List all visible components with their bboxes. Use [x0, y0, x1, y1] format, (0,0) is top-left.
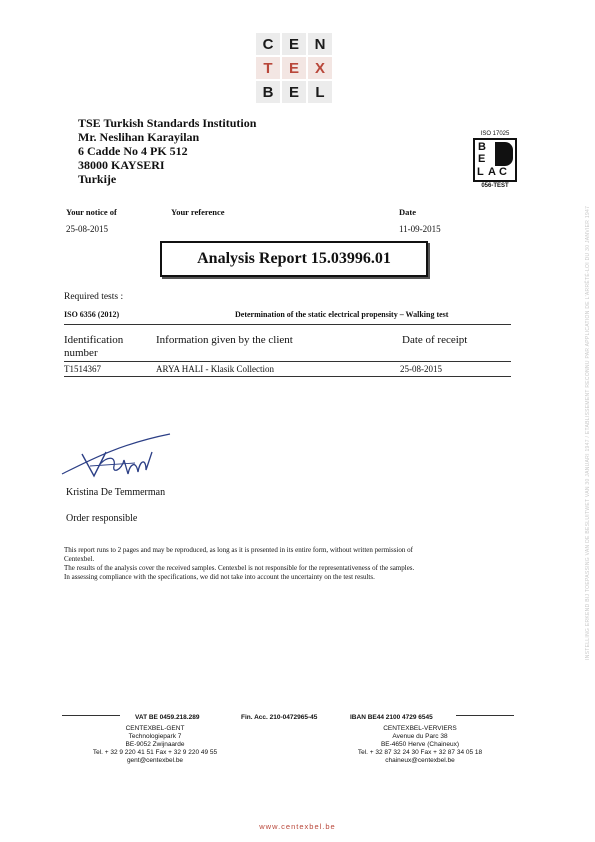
- vat-number: VAT BE 0459.218.289: [135, 714, 200, 721]
- office-street: Avenue du Parc 38: [392, 733, 448, 740]
- disclaimer-line: Centexbel.: [64, 555, 95, 563]
- office-city: BE-4650 Herve (Chaineux): [380, 741, 460, 748]
- office-name: CENTEXBEL-VERVIERS: [383, 725, 457, 732]
- disclaimer: [64, 546, 488, 582]
- belac-letter: A: [488, 166, 496, 178]
- table-header-identification: Identification number: [64, 334, 124, 359]
- address-line: Mr. Neslihan Karayilan: [78, 130, 200, 144]
- office-phone: Tel. + 32 9 220 41 51 Fax + 32 9 220 49 55: [92, 749, 218, 756]
- signatory-role: Order responsible: [66, 513, 138, 524]
- table-cell-client-info: ARYA HALI - Klasik Collection: [156, 364, 274, 374]
- table-cell-id: T1514367: [64, 364, 101, 374]
- belac-mark: [473, 138, 517, 182]
- signatory-name: Kristina De Temmerman: [66, 487, 166, 498]
- handwritten-signature: [60, 430, 180, 485]
- logo-letter: E: [282, 81, 306, 103]
- belac-letter: L: [477, 166, 484, 178]
- divider: [64, 324, 511, 325]
- legal-stamp-text: INSTELLING ERKEND BIJ TOEPASSING VAN DE BESLUITWET VAN 30 JANUARI 1947 / ETABLISSEMENT RECONNU PAR APPLICATION DE L'ARRÊTÉ-LOI DU 30 JANVIER 1947: [585, 205, 591, 660]
- belac-letter: B: [478, 141, 486, 153]
- notice-value: 25-08-2015: [66, 224, 108, 234]
- date-label: Date: [399, 207, 416, 217]
- divider: [64, 376, 511, 377]
- footer-divider: [456, 715, 514, 716]
- table-header-client-info: Information given by the client: [156, 334, 293, 346]
- table-cell-receipt-date: 25-08-2015: [400, 364, 442, 374]
- logo-letter: C: [256, 33, 280, 55]
- office-city: BE-9052 Zwijnaarde: [125, 741, 185, 748]
- verviers-office: [334, 725, 506, 765]
- office-email[interactable]: chaineux@centexbel.be: [385, 757, 455, 764]
- tests-heading: Required tests :: [64, 292, 124, 302]
- logo-letter: B: [256, 81, 280, 103]
- logo-letter: E: [282, 57, 306, 79]
- logo-letter: X: [308, 57, 332, 79]
- financial-account: Fin. Acc. 210-0472965-45: [241, 714, 318, 721]
- belac-accreditation-logo: [473, 131, 517, 189]
- disclaimer-line: The results of the analysis cover the received samples. Centexbel is not responsible for the representativeness of the samples.: [64, 564, 415, 572]
- address-line: 6 Cadde No 4 PK 512: [78, 144, 188, 158]
- date-value: 11-09-2015: [399, 224, 441, 234]
- test-description: Determination of the static electrical propensity – Walking test: [235, 310, 449, 319]
- logo-letter: E: [282, 33, 306, 55]
- notice-label: Your notice of: [66, 207, 117, 217]
- reference-label: Your reference: [171, 207, 225, 217]
- website-link[interactable]: www.centexbel.be: [259, 822, 336, 831]
- belac-letter: E: [478, 153, 486, 165]
- logo-letter: L: [308, 81, 332, 103]
- test-standard: ISO 6356 (2012): [64, 310, 120, 319]
- logo-letter: T: [256, 57, 280, 79]
- address-line: Turkije: [78, 172, 117, 186]
- iban: IBAN BE44 2100 4729 6545: [350, 714, 433, 721]
- accreditation-code: 056-TEST: [481, 183, 509, 189]
- office-email[interactable]: gent@centexbel.be: [126, 757, 184, 764]
- address-line: 38000 KAYSERI: [78, 158, 165, 172]
- office-name: CENTEXBEL-GENT: [125, 725, 185, 732]
- logo-letter: N: [308, 33, 332, 55]
- office-phone: Tel. + 32 87 32 24 30 Fax + 32 87 34 05 18: [357, 749, 483, 756]
- belac-b-shape: [495, 142, 513, 166]
- belac-letter: C: [499, 166, 507, 178]
- divider: [64, 361, 511, 362]
- footer-divider: [62, 715, 120, 716]
- gent-office: [70, 725, 240, 765]
- report-title: Analysis Report 15.03996.01: [160, 241, 428, 277]
- table-header-receipt-date: Date of receipt: [402, 334, 468, 346]
- centexbel-logo: [256, 33, 334, 105]
- iso-label: ISO 17025: [480, 131, 510, 137]
- disclaimer-line: In assessing compliance with the specifications, we did not take into account the uncertainty on the test results.: [64, 573, 375, 581]
- office-street: Technologiepark 7: [128, 733, 182, 740]
- address-line: TSE Turkish Standards Institution: [78, 116, 257, 130]
- disclaimer-line: This report runs to 2 pages and may be reproduced, as long as it is presented in its entire form, without written permission of: [64, 546, 413, 554]
- recipient-address: [78, 116, 256, 186]
